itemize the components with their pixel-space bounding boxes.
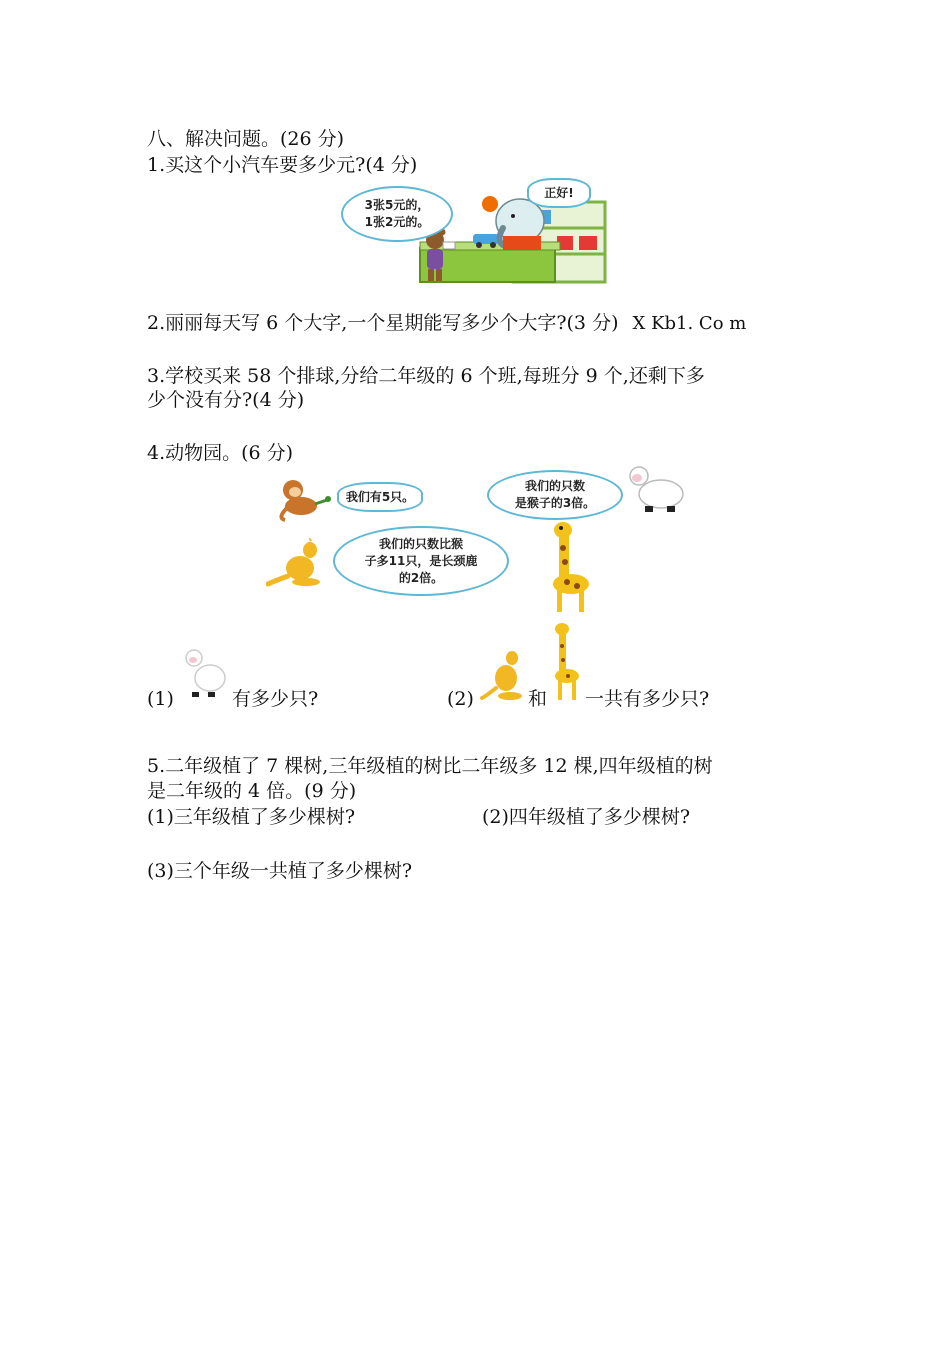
- monkey-speech-bubble: [337, 482, 423, 512]
- kangaroo-bubble-line-2: 子多11只，是长颈鹿: [364, 553, 478, 568]
- question-2-text: [147, 310, 746, 337]
- kangaroo-bubble-line-3: 的2倍。: [398, 570, 444, 585]
- elephant-speech-bubble: [527, 178, 591, 208]
- small-kangaroo-icon: [480, 648, 526, 702]
- small-giraffe-icon: [550, 620, 584, 704]
- question-4-sub-2-text: 一共有多少只?: [585, 688, 710, 710]
- question-2-body: 2.丽丽每天写 6 个大字,一个星期能写多少个大字?(3 分): [147, 312, 619, 334]
- bear-bubble-line-1: 3张5元的，: [364, 198, 430, 212]
- question-3-line-2: 少个没有分?(4 分): [147, 389, 305, 411]
- bear-speech-bubble: [341, 186, 453, 242]
- sheep-figure: [625, 462, 687, 518]
- sheep-speech-bubble: [487, 470, 623, 520]
- question-5-sub-2: (2)四年级植了多少棵树?: [482, 806, 691, 828]
- bear-bubble-line-2: 1张2元的。: [364, 215, 430, 229]
- shop-illustration: [335, 176, 610, 284]
- kangaroo-bubble-line-1: 我们的只数比猴: [378, 536, 463, 551]
- question-5-line-1: 5.二年级植了 7 棵树,三年级植的树比二年级多 12 棵,四年级植的树: [147, 755, 713, 777]
- question-4-text: 4.动物园。(6 分): [147, 442, 294, 464]
- question-5-sub-1: (1)三年级植了多少棵树?: [147, 806, 356, 828]
- monkey-figure: [275, 478, 335, 522]
- sheep-bubble-line-1: 我们的只数: [524, 479, 585, 493]
- sheep-bubble-line-2: 是猴子的3倍。: [514, 496, 596, 510]
- question-3-line-1: 3.学校买来 58 个排球,分给二年级的 6 个班,每班分 9 个,还剩下多: [147, 365, 705, 387]
- question-5-sub-3: (3)三个年级一共植了多少棵树?: [147, 860, 413, 882]
- question-4-sub-1-number: (1): [147, 688, 174, 710]
- kangaroo-figure: [266, 538, 330, 588]
- question-4-sub-1-text: 有多少只?: [232, 688, 319, 710]
- question-1-text: 1.买这个小汽车要多少元?(4 分): [147, 154, 418, 176]
- monkey-bubble-text: 我们有5只。: [345, 489, 415, 504]
- watermark-text: X Kb1. Co m: [632, 313, 747, 334]
- elephant-bubble-text: 正好!: [544, 185, 574, 200]
- small-sheep-icon: [182, 646, 226, 702]
- question-4-sub-2-and: 和: [528, 688, 548, 710]
- section-title: 八、解决问题。(26 分): [147, 128, 345, 150]
- question-5-line-2: 是二年级的 4 倍。(9 分): [147, 780, 357, 802]
- question-4-sub-2-number: (2): [447, 688, 474, 710]
- kangaroo-speech-bubble: [333, 526, 509, 596]
- giraffe-figure: [543, 518, 601, 616]
